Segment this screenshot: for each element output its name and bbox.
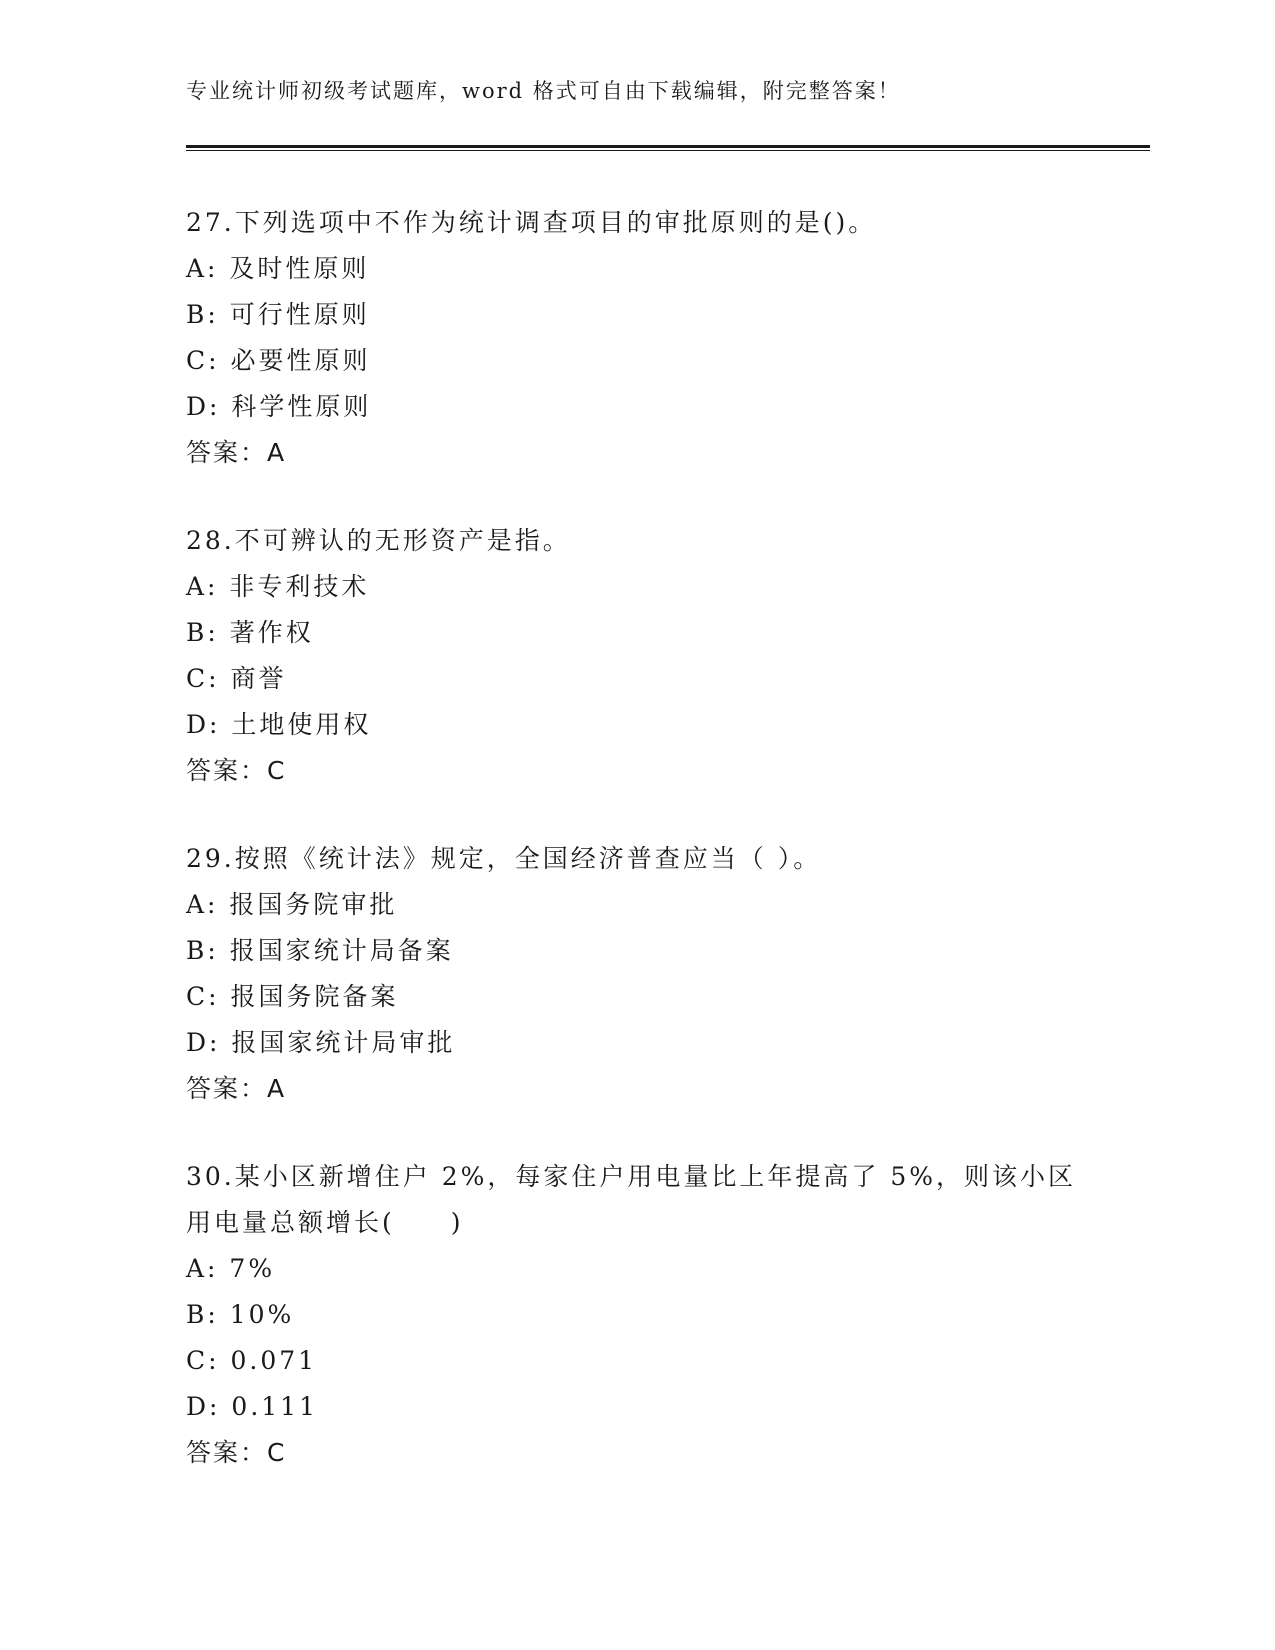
question-stem: 29.按照《统计法》规定，全国经济普查应当（ ）。 <box>186 844 822 873</box>
question-stem: 30.某小区新增住户 2%，每家住户用电量比上年提高了 5%，则该小区用电量总额增长( ) <box>186 1162 1076 1237</box>
answer-line: 答案：A <box>186 1074 287 1103</box>
question-28 <box>186 518 1086 794</box>
header-divider-thick <box>186 145 1150 148</box>
answer-line: 答案：A <box>186 438 287 467</box>
option-d: D: 科学性原则 <box>186 392 372 421</box>
option-a: A: 非专利技术 <box>186 572 370 601</box>
option-b: B: 报国家统计局备案 <box>186 936 454 965</box>
option-b: B: 10% <box>186 1300 295 1329</box>
header-divider <box>186 145 1150 151</box>
header-divider-thin <box>186 150 1150 151</box>
option-c: C: 0.071 <box>186 1346 318 1375</box>
option-c: C: 商誉 <box>186 664 287 693</box>
option-d: D: 土地使用权 <box>186 710 372 739</box>
page-header: 专业统计师初级考试题库，word 格式可自由下载编辑，附完整答案！ <box>186 79 901 103</box>
answer-line: 答案：C <box>186 1438 287 1467</box>
question-30 <box>186 1154 1086 1476</box>
question-29 <box>186 836 1086 1112</box>
question-stem: 28.不可辨认的无形资产是指。 <box>186 526 571 555</box>
option-a: A: 7% <box>186 1254 276 1283</box>
option-b: B: 著作权 <box>186 618 314 647</box>
question-list <box>186 200 1086 1518</box>
option-c: C: 报国务院备案 <box>186 982 399 1011</box>
option-d: D: 报国家统计局审批 <box>186 1028 456 1057</box>
question-27 <box>186 200 1086 476</box>
question-stem: 27.下列选项中不作为统计调查项目的审批原则的是()。 <box>186 208 877 237</box>
option-a: A: 报国务院审批 <box>186 890 398 919</box>
option-c: C: 必要性原则 <box>186 346 371 375</box>
answer-line: 答案：C <box>186 756 287 785</box>
option-b: B: 可行性原则 <box>186 300 370 329</box>
option-d: D: 0.111 <box>186 1392 318 1421</box>
option-a: A: 及时性原则 <box>186 254 370 283</box>
